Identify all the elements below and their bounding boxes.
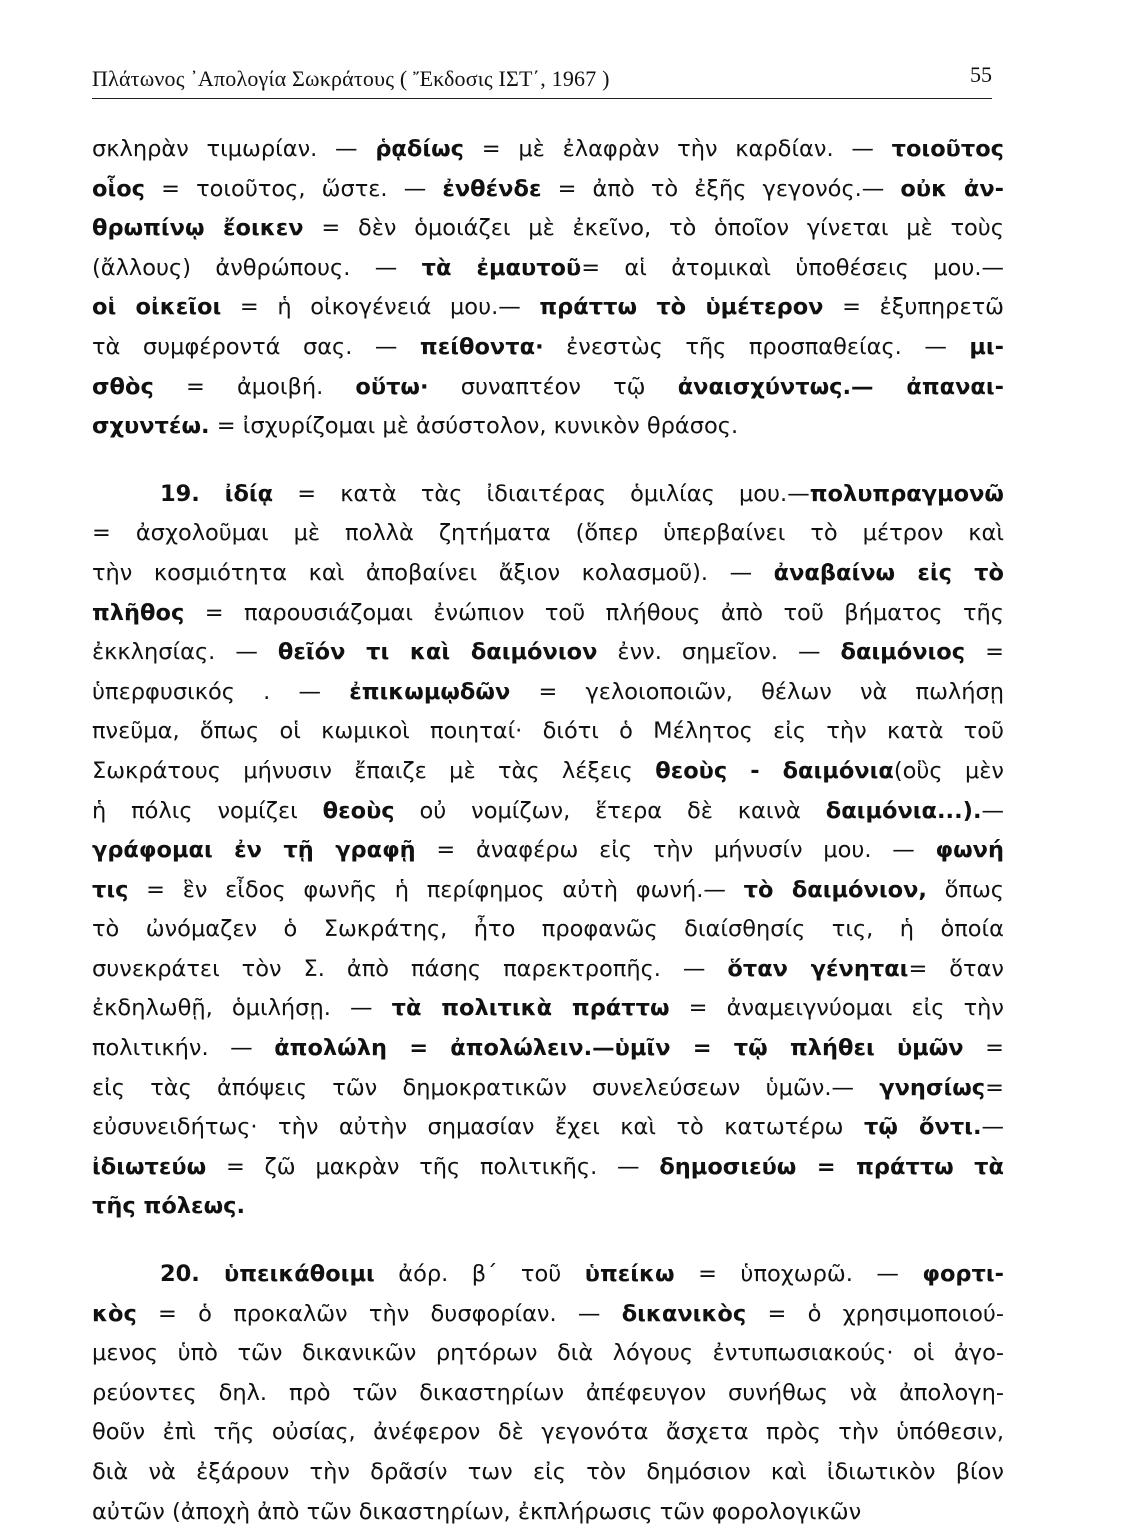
lemma-term: ἐπικωμῳδῶν — [349, 678, 511, 705]
lemma-term: 20. ὑπεικάθοιμι — [160, 1261, 375, 1288]
lemma-term: δαιμόνιος — [840, 639, 966, 666]
lemma-term: ἀπολώλη = ἀπολώλειν.—ὑμῖν = τῷ πλήθει ὑμῶν — [274, 1035, 964, 1062]
lemma-term: οἱ οἰκεῖοι — [92, 294, 222, 321]
lemma-term: τοιοῦτος — [891, 136, 1004, 162]
gloss-text: = παρουσιάζομαι ἐνώπιον τοῦ πλήθους ἀπὸ τοῦ βήματος τῆς — [184, 599, 1004, 626]
gloss-text: = ἐξυπηρετῶ — [823, 294, 1004, 321]
text-line — [92, 989, 1004, 1029]
text-line — [92, 871, 1004, 911]
text-line — [92, 554, 1004, 594]
lemma-term: τὰ ἐμαυτοῦ — [421, 254, 582, 281]
lemma-term: ἰδιωτεύω — [92, 1153, 207, 1180]
gloss-text: = ὁ χρησιμοποιού- — [746, 1300, 1004, 1327]
lemma-term: σχυντέω. — [92, 413, 210, 440]
gloss-text: ἐκδηλωθῇ, ὁμιλήσῃ. — — [92, 995, 392, 1022]
lemma-term: ἐνθένδε — [442, 175, 542, 202]
lemma-term: γνησίως — [879, 1074, 986, 1101]
gloss-text: = ἰσχυρίζομαι μὲ ἀσύστολον, κυνικὸν θράσος. — [209, 413, 739, 440]
text-line — [92, 328, 1004, 368]
gloss-text: συναπτέον τῷ — [428, 373, 678, 400]
gloss-text: = ἡ οἰκογένειά μου.— — [221, 294, 540, 321]
lemma-term: οὐκ ἀν- — [900, 175, 1004, 202]
gloss-text: διὰ νὰ ἐξάρουν τὴν δρᾶσίν των εἰς τὸν δημόσιον καὶ ἰδιωτικὸν βίον — [92, 1459, 1004, 1485]
text-line — [92, 633, 1004, 673]
text-line — [92, 792, 1004, 832]
lemma-term: ῥᾳδίως — [375, 136, 464, 162]
text-line — [92, 1148, 1004, 1188]
commentary-body — [92, 130, 1004, 1532]
lemma-term: θεοὺς — [322, 797, 395, 824]
lemma-term: μι- — [969, 333, 1004, 360]
text-line — [92, 1069, 1004, 1109]
paragraph — [92, 130, 1004, 447]
gloss-text: = ἀναφέρω εἰς τὴν μήνυσίν μου. — — [415, 837, 936, 864]
gloss-text: — — [981, 1114, 1004, 1141]
text-line — [92, 407, 1004, 447]
text-line — [92, 209, 1004, 249]
gloss-text: εἰς τὰς ἀπόψεις τῶν δημοκρατικῶν συνελεύσεων ὑμῶν.— — [92, 1074, 880, 1101]
gloss-text: = ἀναμειγνύομαι εἰς τὴν — [669, 995, 1004, 1022]
gloss-text: ρεύοντες δηλ. πρὸ τῶν δικαστηρίων ἀπέφευγον συνήθως νὰ ἀπολογη- — [92, 1379, 1004, 1406]
text-line — [92, 1029, 1004, 1069]
gloss-text: = κατὰ τὰς ἰδιαιτέρας ὁμιλίας μου.— — [273, 480, 810, 507]
gloss-text: ὑπερφυσικός . — — [92, 678, 350, 705]
gloss-text: = μὲ ἐλαφρὰν τὴν καρδίαν. — — [464, 136, 892, 162]
lemma-term: θεῖόν τι καὶ δαιμόνιον — [277, 639, 598, 666]
gloss-text: = τοιοῦτος, ὥστε. — — [145, 175, 443, 202]
lemma-term: σθὸς — [92, 373, 154, 400]
lemma-term: ἀναισχύντως.— ἀπαναι- — [677, 373, 1004, 400]
text-line — [92, 1413, 1004, 1453]
text-line — [92, 1453, 1004, 1493]
gloss-text: ἐκκλησίας. — — [92, 639, 278, 666]
page-number: 55 — [970, 62, 992, 87]
gloss-text: = ἀσχολοῦμαι μὲ πολλὰ ζητήματα (ὅπερ ὑπερβαίνει τὸ μέτρον καὶ — [92, 520, 1004, 547]
lemma-term: 19. ἰδίᾳ — [160, 480, 274, 507]
gloss-text: ἐνεστὼς τῆς προσπαθείας. — — [543, 333, 970, 360]
gloss-text: πνεῦμα, ὅπως οἱ κωμικοὶ ποιηταί· διότι ὁ Μέλητος εἰς τὴν κατὰ τοῦ — [92, 718, 1004, 745]
text-line — [92, 712, 1004, 752]
gloss-text: = — [963, 1035, 1004, 1062]
gloss-text: τὰ συμφέροντά σας. — — [92, 333, 420, 360]
paragraph — [92, 475, 1004, 1227]
gloss-text: = αἱ ἀτομικαὶ ὑποθέσεις μου.— — [581, 254, 1004, 281]
text-line — [92, 910, 1004, 950]
text-line — [92, 752, 1004, 792]
lemma-term: πείθοντα· — [419, 333, 544, 360]
gloss-text: εὐσυνειδήτως· τὴν αὐτὴν σημασίαν ἔχει καὶ τὸ κατωτέρω — [92, 1114, 864, 1141]
lemma-term: τὸ δαιμόνιον, — [743, 876, 927, 903]
gloss-text: = δὲν ὁμοιάζει μὲ ἐκεῖνο, τὸ ὁποῖον γίνεται μὲ τοὺς — [303, 215, 1004, 242]
gloss-text: = ἓν εἶδος φωνῆς ἡ περίφημος αὐτὴ φωνή.— — [128, 876, 744, 903]
lemma-term: θεοὺς - δαιμόνια — [655, 757, 894, 784]
gloss-text: = ὁ προκαλῶν τὴν δυσφορίαν. — — [136, 1300, 622, 1327]
lemma-term: δαιμόνια...). — [825, 797, 982, 824]
gloss-text: ὅπως — [926, 876, 1004, 903]
lemma-term: γράφομαι ἐν τῇ γραφῇ — [92, 837, 416, 864]
gloss-text: ἐνν. σημεῖον. — — [597, 639, 841, 666]
gloss-text: τὸ ὠνόμαζεν ὁ Σωκράτης, ἦτο προφανῶς διαίσθησίς τις, ἡ ὁποία — [92, 916, 1004, 943]
text-line — [92, 368, 1004, 408]
gloss-text: = ὅταν — [908, 955, 1004, 982]
text-line — [92, 1187, 1004, 1227]
text-line — [92, 1295, 1004, 1335]
gloss-text: = ζῶ μακρὰν τῆς πολιτικῆς. — — [206, 1153, 660, 1180]
lemma-term: δικανικὸς — [621, 1300, 747, 1327]
lemma-term: πολυπραγμονῶ — [809, 480, 1004, 507]
gloss-text: τὴν κοσμιότητα καὶ ἀποβαίνει ἄξιον κολασμοῦ). — — [92, 559, 774, 586]
gloss-text: σκληρὰν τιμωρίαν. — — [92, 136, 376, 162]
lemma-term: τῷ ὄντι. — [863, 1114, 982, 1141]
gloss-text: Σωκράτους μήνυσιν ἔπαιζε μὲ τὰς λέξεις — [92, 757, 656, 784]
running-title: Πλάτωνος ᾿Απολογία Σωκράτους ( Ἔκδοσις ΙΣΤ΄, 1967 ) — [92, 66, 610, 91]
gloss-text: — — [981, 797, 1004, 824]
text-line — [92, 288, 1004, 328]
text-line — [92, 950, 1004, 990]
lemma-term: ἀναβαίνω εἰς τὸ — [773, 559, 1004, 586]
text-line — [92, 1108, 1004, 1148]
gloss-text: ἡ πόλις νομίζει — [92, 797, 323, 824]
lemma-term: τὰ πολιτικὰ πράττω — [391, 995, 670, 1022]
lemma-term: οὕτω· — [355, 373, 429, 400]
lemma-term: πλῆθος — [92, 599, 185, 626]
gloss-text: = — [965, 639, 1004, 666]
gloss-text: = ἀπὸ τὸ ἐξῆς γεγονός.— — [541, 175, 901, 202]
gloss-text: αὐτῶν (ἀποχὴ ἀπὸ τῶν δικαστηρίων, ἐκπλήρωσις τῶν φορολογικῶν — [92, 1498, 862, 1525]
lemma-term: τις — [92, 876, 129, 903]
gloss-text: μενος ὑπὸ τῶν δικανικῶν ρητόρων διὰ λόγους ἐντυπωσιακούς· οἱ ἀγο- — [92, 1340, 1004, 1367]
text-line — [92, 1334, 1004, 1374]
gloss-text: θοῦν ἐπὶ τῆς οὐσίας, ἀνέφερον δὲ γεγονότα ἄσχετα πρὸς τὴν ὑπόθεσιν, — [92, 1419, 1004, 1446]
lemma-term: δημοσιεύω = πράττω τὰ — [659, 1153, 1004, 1180]
text-line — [92, 1493, 1004, 1532]
paragraph — [92, 1255, 1004, 1532]
lemma-term: φορτι- — [922, 1261, 1004, 1288]
lemma-term: φωνή — [935, 837, 1004, 864]
text-line — [92, 594, 1004, 634]
lemma-term: ὑπείκω — [584, 1261, 675, 1288]
gloss-text: = — [985, 1074, 1004, 1101]
gloss-text: συνεκράτει τὸν Σ. ἀπὸ πάσης παρεκτροπῆς. — — [92, 955, 728, 982]
text-line — [92, 249, 1004, 289]
gloss-text: = ἀμοιβή. — [153, 373, 356, 400]
gloss-text: πολιτικήν. — — [92, 1035, 275, 1062]
text-line — [92, 475, 1004, 515]
lemma-term: πράττω τὸ ὑμέτερον — [539, 294, 824, 321]
text-line — [92, 130, 1004, 170]
gloss-text: οὐ νομίζων, ἕτερα δὲ καινὰ — [394, 797, 826, 824]
text-line — [92, 514, 1004, 554]
text-line — [92, 170, 1004, 210]
gloss-text: ἀόρ. β΄ τοῦ — [374, 1261, 585, 1288]
running-header — [92, 58, 992, 99]
lemma-term: τῆς πόλεως. — [92, 1193, 246, 1220]
text-line — [92, 1374, 1004, 1414]
text-line — [92, 831, 1004, 871]
text-line — [92, 673, 1004, 713]
lemma-term: οἷος — [92, 175, 146, 202]
gloss-text: = ὑποχωρῶ. — — [674, 1261, 923, 1288]
text-line — [92, 1255, 1004, 1295]
lemma-term: ὅταν γένηται — [727, 955, 909, 982]
gloss-text: (οὓς μὲν — [893, 757, 1004, 784]
lemma-term: κὸς — [92, 1300, 137, 1327]
gloss-text: = γελοιοποιῶν, θέλων νὰ πωλήσῃ — [510, 678, 1004, 705]
lemma-term: θρωπίνῳ ἔοικεν — [92, 215, 304, 242]
gloss-text: (ἄλλους) ἀνθρώπους. — — [92, 254, 422, 281]
